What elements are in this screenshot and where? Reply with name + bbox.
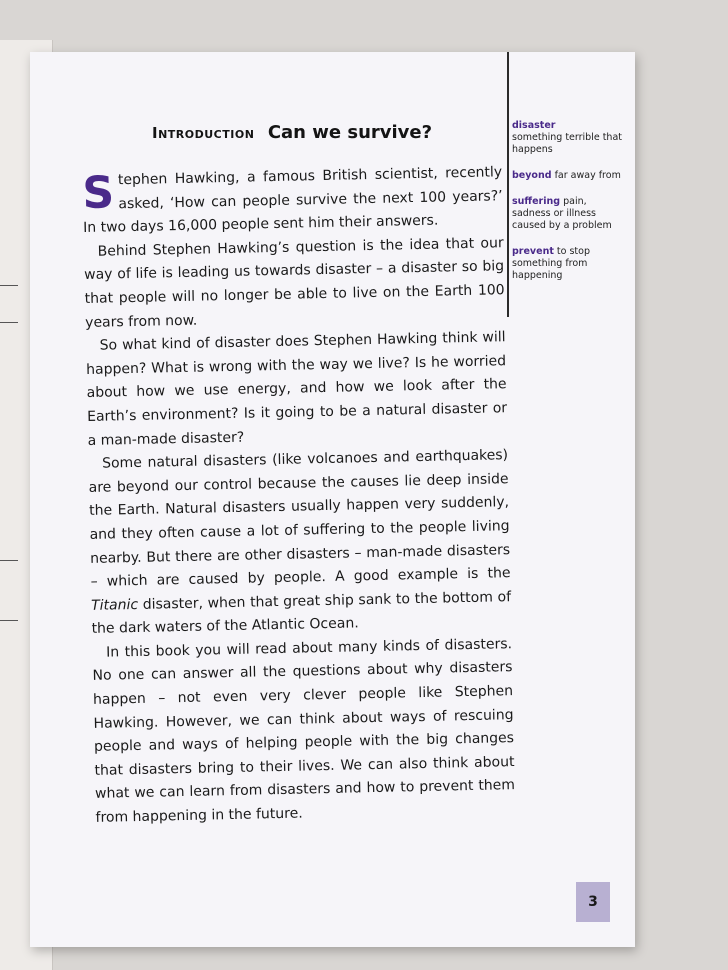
margin-divider (507, 52, 509, 317)
glossary-entry (512, 196, 622, 232)
paragraph-3: So what kind of disaster does Stephen Hawking think will happen? What is wrong with the way we live? Is he worried about how we use energy, and how we look after the Earth’s environment? Is it going to be a natural disaster or a man-made disaster? (86, 329, 508, 449)
paragraph-4 (88, 444, 512, 642)
paragraph-2: Behind Stephen Hawking’s question is the idea that our way of life is leading us towards disaster – a disaster so big that people will no longer be able to live on the Earth 100 years from now. (84, 234, 505, 331)
drop-cap: S (81, 167, 115, 219)
glossary-definition: something terrible that happens (512, 132, 622, 155)
paragraph-4-text-b: disaster, when that great ship sank to the bottom of the dark waters of the Atlantic Ocean. (91, 588, 512, 638)
glossary-definition: far away from (554, 170, 621, 181)
glossary-entry (512, 246, 622, 282)
paragraph-5: In this book you will read about many kinds of disasters. No one can answer all the questions about why disasters happen – not even very clever people like Stephen Hawking. However, we can think about ways of rescuing people and ways of helping people with the big changes that disasters bring to their lives. We can also think about what we can learn from disasters and how to prevent them from happening in the future. (92, 635, 516, 826)
glossary-definition: pain, sadness or illness caused by a problem (512, 196, 612, 231)
facing-page-mark (0, 322, 18, 323)
paragraph-1-text: tephen Hawking, a famous British scientist, recently asked, ‘How can people survive the next 100 years?’ In two days 16,000 people sent him their answers. (83, 164, 503, 237)
section-label: Introduction (152, 124, 255, 142)
main-text (82, 161, 516, 830)
glossary-term: disaster (512, 120, 556, 131)
glossary-term: suffering (512, 196, 561, 207)
facing-page-mark (0, 560, 18, 561)
paragraph-4-text-a: Some natural disasters (like volcanoes and earthquakes) are beyond our control because the causes lie deep inside the Earth. Natural disasters usually happen very suddenly, and they often cause a lot of suffering to the people living nearby. But there are other disasters – man-made disasters – which are caused by people. A good example is the (88, 447, 511, 591)
glossary (512, 120, 622, 296)
paragraph-1 (82, 161, 503, 241)
titanic-italic: Titanic (90, 596, 139, 614)
glossary-term: prevent (512, 246, 554, 257)
facing-page-mark (0, 620, 18, 621)
glossary-definition: to stop something from happening (512, 246, 590, 281)
page-title: Can we survive? (267, 122, 433, 143)
glossary-entry (512, 170, 622, 182)
page-number: 3 (576, 882, 610, 922)
book-page (30, 52, 635, 947)
glossary-entry (512, 120, 622, 156)
facing-page-mark (0, 285, 18, 286)
page-heading (152, 122, 432, 143)
glossary-term: beyond (512, 170, 552, 181)
